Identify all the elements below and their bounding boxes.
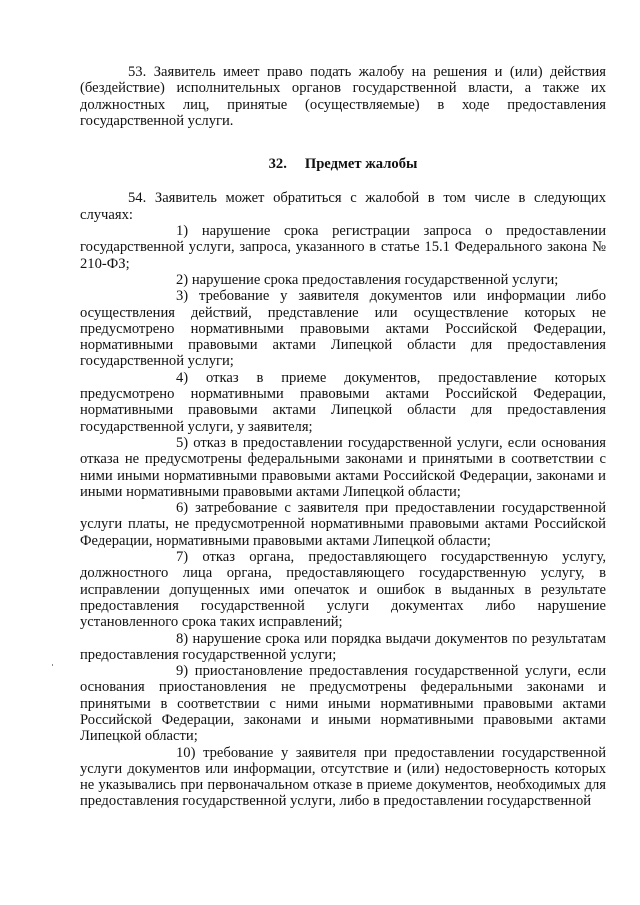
item-number: 2): [176, 271, 189, 288]
list-item: [80, 745, 606, 810]
item-text: затребование с заявителя при предоставлении государственной услуги платы, не предусмотренной нормативными правовыми актами Российской Федерации, нормативными правовыми актами Липецкой области;: [80, 500, 606, 549]
item-text: отказ в предоставлении государственной услуги, если основания отказа не предусмотрены федеральными законами и принятыми в соответствии с ними иными нормативными правовыми актами Российской Федерации, законами и иными нормативными правовыми актами Липецкой области;: [80, 434, 606, 500]
item-number: 8): [176, 630, 189, 647]
item-text: требование у заявителя документов или информации либо осуществления действий, представление или осуществление которых не предусмотрено нормативными правовыми актами Российской Федерации, нормативными правовыми актами Липецкой области для предоставления государственной услуги;: [80, 288, 606, 370]
list-item: [80, 663, 606, 744]
item-number: 9): [176, 663, 189, 680]
section-heading: [80, 156, 606, 172]
item-text: отказ органа, предоставляющего государственную услугу, должностного лица органа, предоставляющего государственную услугу, в исправлении допущенных ими опечаток и ошибок в выданных в результате предоставления государственной услуги документах либо нарушение установленного срока таких исправлений;: [80, 549, 606, 631]
item-text: нарушение срока регистрации запроса о предоставлении государственной услуги, запроса, указанного в статье 15.1 Федерального закона № 210-ФЗ;: [80, 223, 606, 272]
paragraph-54: 54. Заявитель может обратиться с жалобой в том числе в следующих случаях:: [80, 190, 606, 223]
list-item: [80, 223, 606, 272]
list-item: [80, 288, 606, 369]
list-item: [80, 370, 606, 435]
item-text: приостановление предоставления государственной услуги, если основания приостановления не предусмотрены федеральными законами и принятыми в соответствии с ними иными нормативными правовыми актами Российской Федерации, законами и иными нормативными правовыми актами Липецкой области;: [80, 663, 606, 745]
item-number: 3): [176, 288, 189, 305]
item-number: 7): [176, 549, 189, 566]
item-number: 1): [176, 223, 189, 240]
item-number: 6): [176, 500, 189, 517]
list-item: [80, 500, 606, 549]
document-body: [80, 64, 606, 810]
item-text: нарушение срока или порядка выдачи документов по результатам предоставления государственной услуги;: [80, 630, 606, 663]
list-item: [80, 435, 606, 500]
paragraph-53: 53. Заявитель имеет право подать жалобу на решения и (или) действия (бездействие) исполнительных органов государственной власти, а также их должностных лиц, принятые (осуществляемые) в ходе предоставления государственной услуги.: [80, 64, 606, 129]
item-text: отказ в приеме документов, предоставление которых предусмотрено нормативными правовыми актами Российской Федерации, нормативными правовыми актами Липецкой области для предоставления государственной услуги, у заявителя;: [80, 369, 606, 435]
section-number: 32.: [268, 156, 287, 173]
list-item: [80, 631, 606, 664]
item-text: требование у заявителя при предоставлении государственной услуги документов или информации, отсутствие и (или) недостоверность которых не указывались при первоначальном отказе в приеме документов, необходимых для предоставления государственной услуги, либо в предоставлении государственной: [80, 744, 607, 810]
item-number: 4): [176, 369, 189, 386]
list-item: [80, 272, 606, 288]
scan-mark: [52, 664, 53, 666]
item-number: 5): [176, 434, 189, 451]
list-item: [80, 549, 606, 630]
item-text: нарушение срока предоставления государственной услуги;: [191, 271, 559, 288]
section-title: Предмет жалобы: [304, 156, 418, 173]
item-number: 10): [176, 744, 196, 761]
